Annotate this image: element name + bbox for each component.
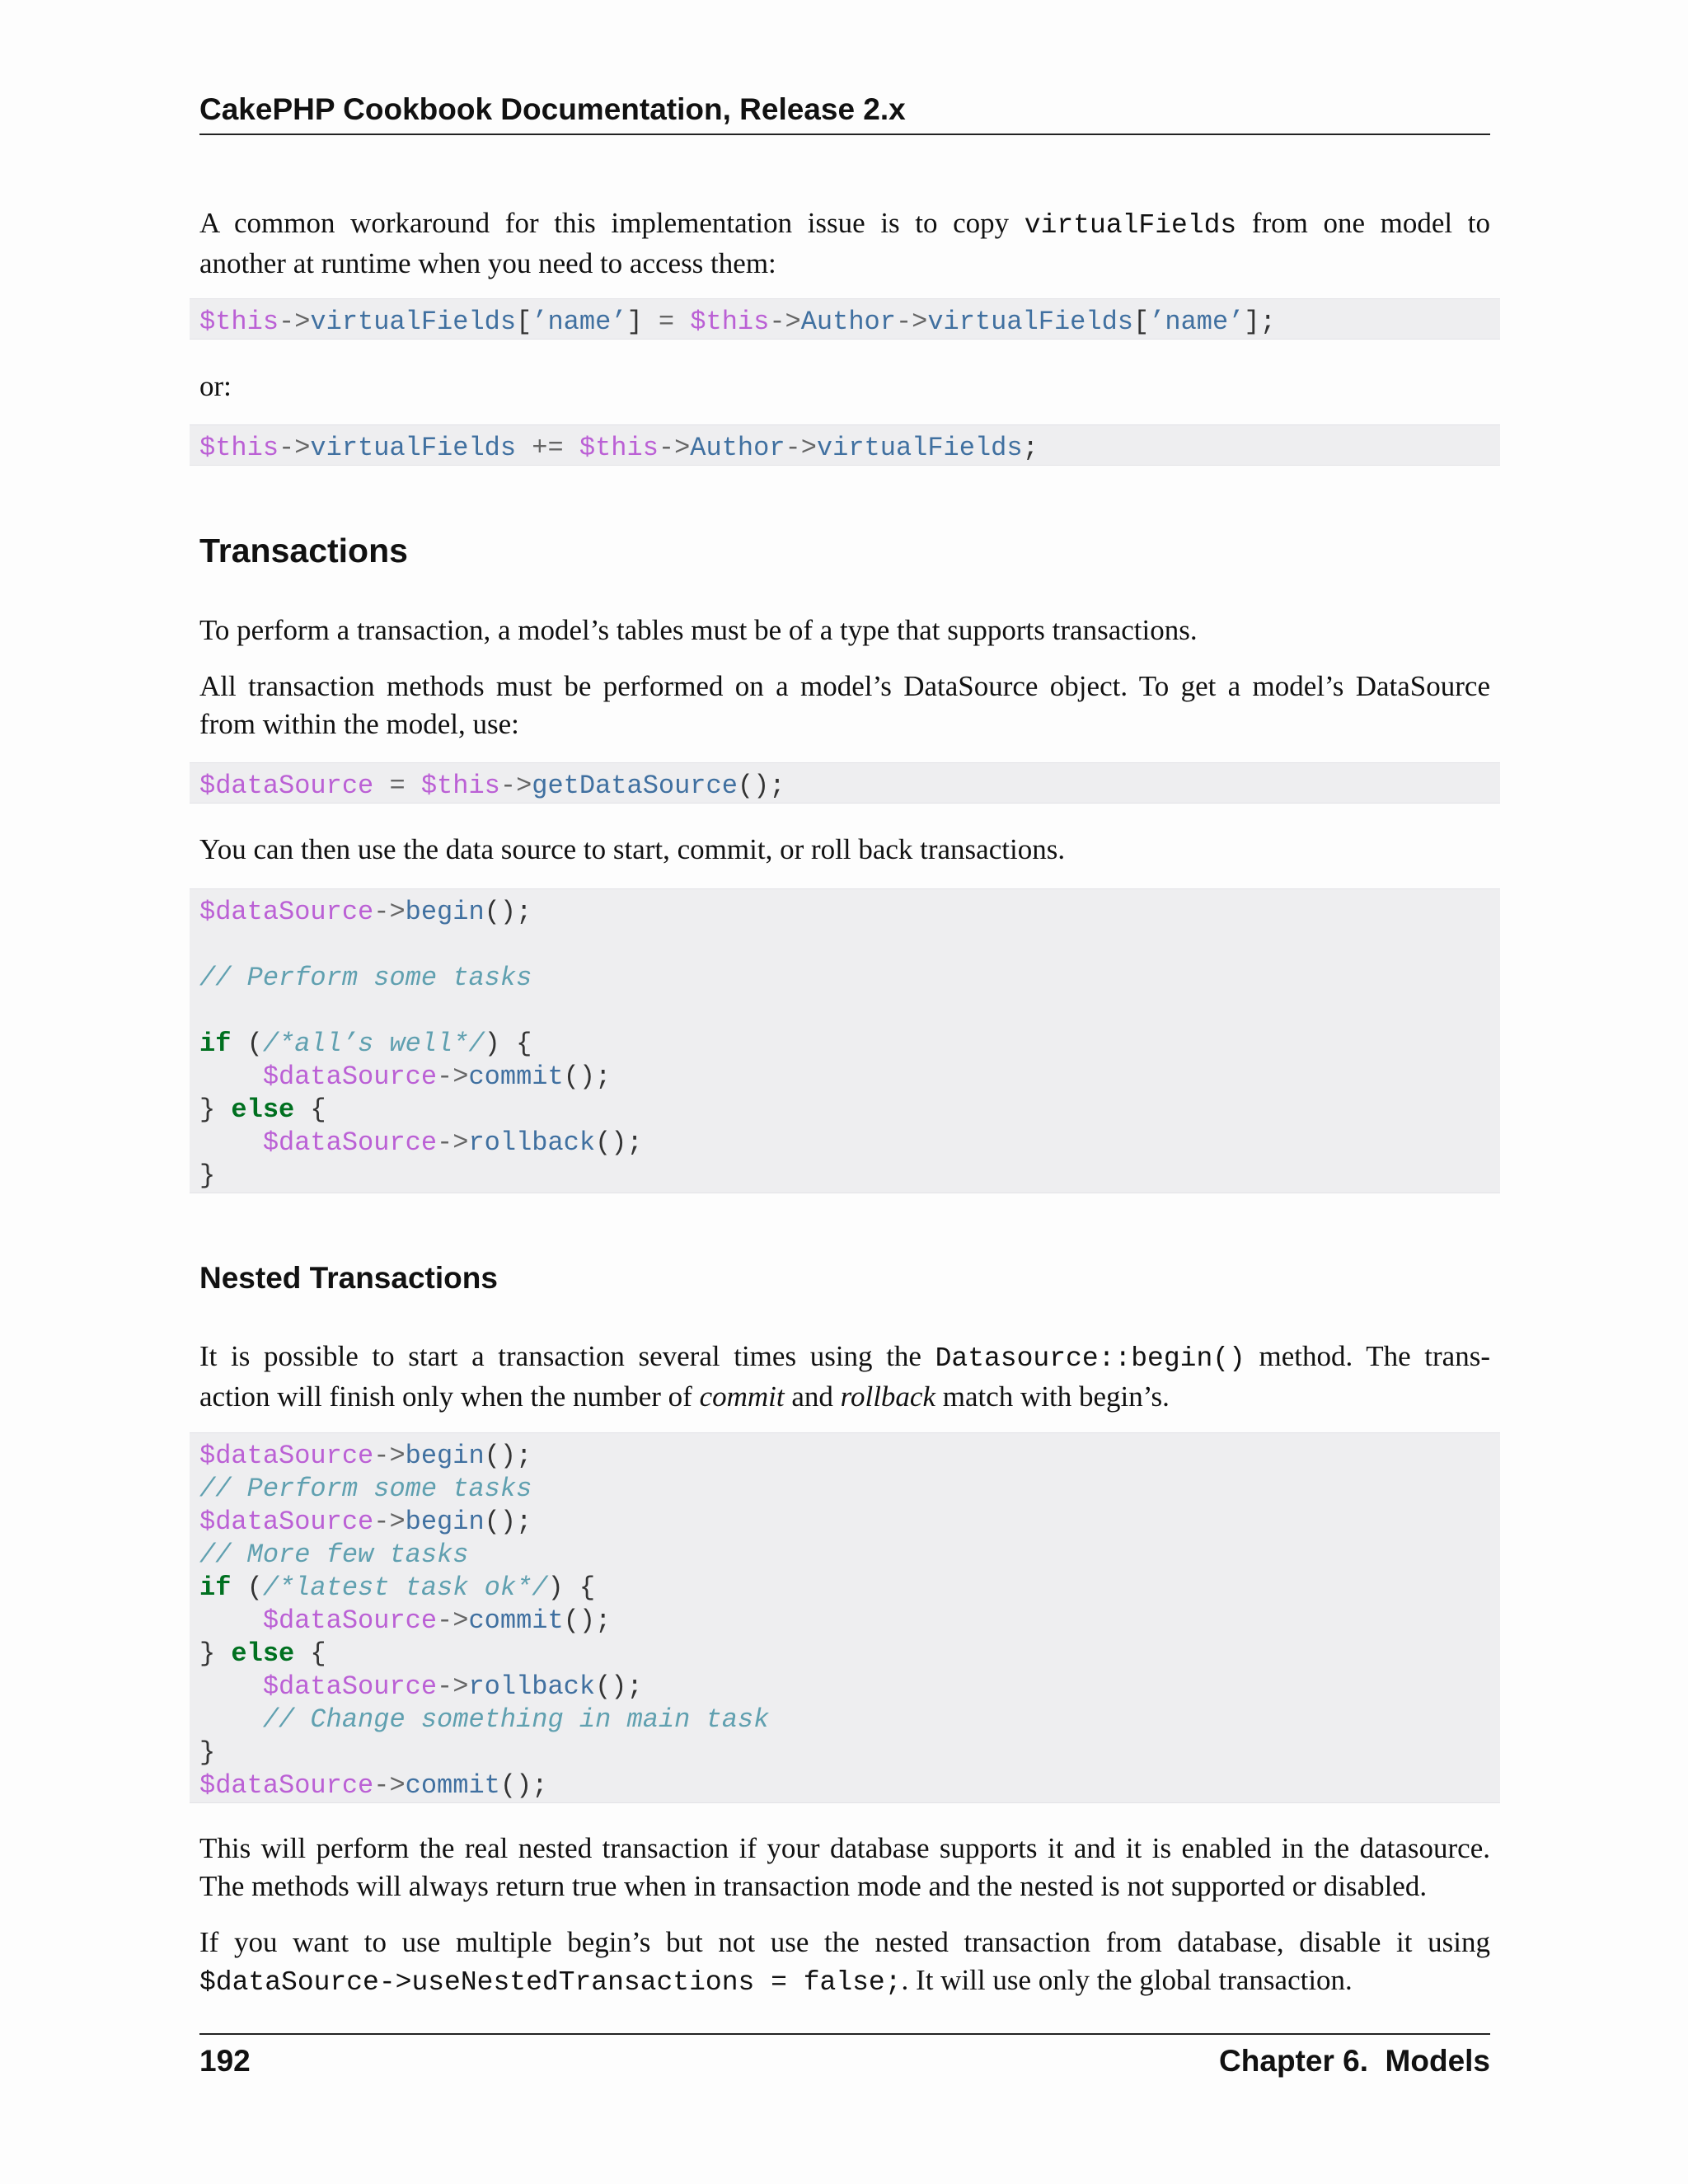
code-token: (); bbox=[595, 1671, 643, 1702]
header-rule bbox=[199, 134, 1490, 135]
code-token: virtualFields bbox=[310, 433, 517, 463]
code-token: $this bbox=[420, 771, 500, 801]
code-token: $dataSource bbox=[199, 1507, 374, 1537]
code-token: (); bbox=[737, 771, 785, 801]
code-token: (); bbox=[484, 1507, 532, 1537]
heading-transactions: Transactions bbox=[199, 532, 408, 569]
code-token: -> bbox=[279, 307, 311, 337]
transactions-paragraph-3 bbox=[199, 831, 1490, 869]
code-token: -> bbox=[373, 1770, 406, 1801]
code-token: Author bbox=[800, 307, 896, 337]
paragraph-text: action will finish only when the number of bbox=[199, 1380, 700, 1413]
code-token: ’name’ bbox=[1149, 307, 1245, 337]
code-token: $this bbox=[199, 307, 279, 337]
footer-rule bbox=[199, 2033, 1490, 2035]
code-token: $this bbox=[199, 433, 279, 463]
code-token: [ bbox=[1132, 307, 1150, 337]
emphasis-text: commit bbox=[699, 1380, 785, 1413]
code-keyword: else bbox=[231, 1094, 295, 1125]
code-token: += bbox=[532, 433, 564, 463]
intro-paragraph bbox=[199, 204, 1490, 283]
code-comment: // Change something in main task bbox=[262, 1704, 770, 1735]
intro-line-1 bbox=[199, 204, 1490, 245]
paragraph-line bbox=[199, 1961, 1490, 2002]
code-token: commit bbox=[468, 1605, 564, 1636]
paragraph-text: method. The trans- bbox=[1245, 1340, 1490, 1372]
code-token: = bbox=[389, 771, 406, 801]
paragraph-line: This will perform the real nested transaction if your database supports it and it is enabled in the datasource. bbox=[199, 1832, 1490, 1864]
inline-code: virtualFields bbox=[1024, 210, 1237, 241]
code-block-nested-example bbox=[190, 1432, 1500, 1803]
code-token: $dataSource bbox=[199, 897, 374, 927]
code-token: [ bbox=[516, 307, 532, 337]
code-token: begin bbox=[405, 1441, 485, 1471]
paragraph-line: from within the model, use: bbox=[199, 708, 519, 740]
nested-paragraph-1 bbox=[199, 1338, 1490, 1416]
code-block-virtualfields-copy bbox=[190, 298, 1500, 340]
code-token: ) { bbox=[547, 1572, 596, 1603]
code-token: virtualFields bbox=[927, 307, 1133, 337]
code-token: ] bbox=[626, 307, 659, 337]
code-token: begin bbox=[405, 897, 485, 927]
paragraph-line: If you want to use multiple begin’s but not use the nested transaction from database, disable it using bbox=[199, 1926, 1490, 1958]
paragraph-text: match with begin’s. bbox=[935, 1380, 1170, 1413]
code-token: (); bbox=[563, 1062, 612, 1092]
code-token: Author bbox=[690, 433, 785, 463]
code-token: { bbox=[294, 1094, 326, 1125]
code-comment: // Perform some tasks bbox=[199, 1474, 532, 1504]
paragraph-line: The methods will always return true when in transaction mode and the nested is not supported or disabled. bbox=[199, 1870, 1428, 1902]
code-token: $dataSource bbox=[199, 771, 374, 801]
paragraph-line bbox=[199, 1338, 1490, 1378]
code-token: ( bbox=[231, 1029, 263, 1059]
code-comment: // More few tasks bbox=[199, 1540, 469, 1570]
code-token: -> bbox=[769, 307, 801, 337]
code-comment: /*latest task ok*/ bbox=[262, 1572, 548, 1603]
code-token: -> bbox=[437, 1062, 469, 1092]
code-token: -> bbox=[437, 1671, 469, 1702]
code-block-transaction-example bbox=[190, 888, 1500, 1193]
code-token: (); bbox=[499, 1770, 548, 1801]
code-token: $dataSource bbox=[199, 1441, 374, 1471]
heading-nested-transactions: Nested Transactions bbox=[199, 1261, 498, 1295]
code-comment: /*all’s well*/ bbox=[262, 1029, 485, 1059]
code-token: ) { bbox=[484, 1029, 532, 1059]
code-keyword: if bbox=[199, 1572, 232, 1603]
code-token: -> bbox=[373, 1507, 406, 1537]
code-token: -> bbox=[785, 433, 817, 463]
code-token: rollback bbox=[468, 1671, 596, 1702]
code-token: ]; bbox=[1244, 307, 1276, 337]
code-token: getDataSource bbox=[532, 771, 738, 801]
nested-paragraph-3 bbox=[199, 1924, 1490, 2002]
code-token: $dataSource bbox=[262, 1671, 438, 1702]
code-token bbox=[564, 433, 579, 463]
code-token bbox=[674, 307, 690, 337]
code-token: } bbox=[199, 1094, 232, 1125]
transactions-paragraph-1 bbox=[199, 612, 1490, 649]
paragraph-text: To perform a transaction, a model’s tables must be of a type that supports transactions. bbox=[199, 614, 1198, 646]
code-block-get-datasource bbox=[190, 762, 1500, 804]
code-token bbox=[406, 771, 421, 801]
code-token: -> bbox=[499, 771, 532, 801]
intro-text: A common workaround for this implementation issue is to copy bbox=[199, 207, 1025, 239]
code-token: = bbox=[658, 307, 675, 337]
code-token: virtualFields bbox=[816, 433, 1023, 463]
code-token: begin bbox=[405, 1507, 485, 1537]
code-token: $dataSource bbox=[262, 1605, 438, 1636]
code-token: { bbox=[294, 1638, 326, 1669]
code-token: -> bbox=[279, 433, 311, 463]
paragraph-text: and bbox=[784, 1380, 841, 1413]
code-token: -> bbox=[895, 307, 928, 337]
or-text: or: bbox=[199, 370, 232, 402]
paragraph-line bbox=[199, 1378, 1490, 1416]
code-keyword: else bbox=[231, 1638, 295, 1669]
code-token: } bbox=[199, 1638, 232, 1669]
code-token: (); bbox=[563, 1605, 612, 1636]
code-token: commit bbox=[468, 1062, 564, 1092]
code-token: -> bbox=[373, 897, 406, 927]
paragraph-line: All transaction methods must be performed on a model’s DataSource object. To get a model’s DataSource bbox=[199, 670, 1490, 702]
code-token: rollback bbox=[468, 1127, 596, 1158]
code-token: $dataSource bbox=[199, 1770, 374, 1801]
code-token: } bbox=[199, 1160, 216, 1191]
chapter-title: Chapter 6. Models bbox=[1219, 2044, 1490, 2078]
paragraph-text: It is possible to start a transaction several times using the bbox=[199, 1340, 935, 1372]
code-token: -> bbox=[373, 1441, 406, 1471]
inline-code: $dataSource->useNestedTransactions = false; bbox=[199, 1967, 902, 1998]
code-comment: // Perform some tasks bbox=[199, 963, 532, 993]
code-token: ( bbox=[231, 1572, 263, 1603]
transactions-paragraph-2 bbox=[199, 668, 1490, 743]
code-token bbox=[516, 433, 532, 463]
code-token: $this bbox=[690, 307, 770, 337]
code-token: virtualFields bbox=[310, 307, 517, 337]
code-token: commit bbox=[405, 1770, 500, 1801]
code-token: } bbox=[199, 1737, 216, 1768]
code-token: (); bbox=[595, 1127, 643, 1158]
code-token: $dataSource bbox=[262, 1062, 438, 1092]
code-token: -> bbox=[437, 1605, 469, 1636]
intro-line-2: another at runtime when you need to access them: bbox=[199, 247, 776, 279]
code-token: ; bbox=[1022, 433, 1039, 463]
paragraph-text: You can then use the data source to start, commit, or roll back transactions. bbox=[199, 833, 1066, 865]
code-token: -> bbox=[658, 433, 691, 463]
code-token: (); bbox=[484, 897, 532, 927]
page-number: 192 bbox=[199, 2044, 251, 2078]
running-header: CakePHP Cookbook Documentation, Release 2.x bbox=[199, 92, 906, 126]
emphasis-text: rollback bbox=[840, 1380, 935, 1413]
code-token: $dataSource bbox=[262, 1127, 438, 1158]
code-token bbox=[373, 771, 389, 801]
intro-text: from one model to bbox=[1236, 207, 1490, 239]
code-block-virtualfields-merge bbox=[190, 424, 1500, 466]
inline-code: Datasource::begin() bbox=[935, 1343, 1245, 1374]
code-token: (); bbox=[484, 1441, 532, 1471]
paragraph-text: . It will use only the global transaction. bbox=[901, 1964, 1353, 1996]
nested-paragraph-2 bbox=[199, 1830, 1490, 1905]
code-keyword: if bbox=[199, 1029, 232, 1059]
code-token: $this bbox=[579, 433, 659, 463]
code-token: ’name’ bbox=[532, 307, 627, 337]
code-token: -> bbox=[437, 1127, 469, 1158]
or-paragraph bbox=[199, 368, 1490, 405]
